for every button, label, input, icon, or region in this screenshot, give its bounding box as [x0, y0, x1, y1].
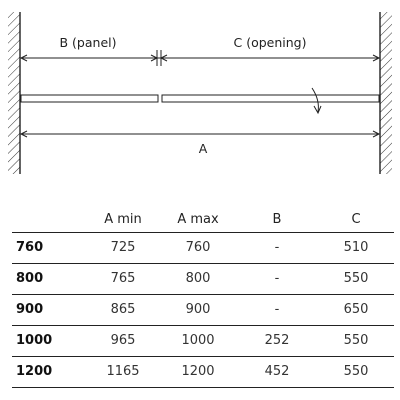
dimension-line-b-c	[21, 50, 379, 66]
header-c: C	[351, 212, 361, 227]
row-size-label: 900	[16, 302, 44, 317]
table-body	[12, 232, 394, 388]
left-wall	[8, 12, 20, 174]
label-a: A	[198, 141, 208, 156]
cell-a-max: 760	[185, 240, 211, 255]
cell-c: 650	[343, 302, 369, 317]
cell-c: 510	[343, 240, 369, 255]
label-b-panel: B (panel)	[59, 35, 117, 50]
table-row	[12, 263, 394, 294]
door-c	[162, 95, 379, 102]
cell-a-max: 900	[185, 302, 211, 317]
cell-b: -	[274, 271, 280, 286]
cell-a-max: 1000	[181, 333, 215, 348]
cell-c: 550	[343, 364, 369, 379]
cell-c: 550	[343, 333, 369, 348]
cell-b: 452	[264, 364, 290, 379]
cell-b: -	[274, 240, 280, 255]
cell-c: 550	[343, 271, 369, 286]
cell-a-min: 1165	[106, 364, 140, 379]
right-wall	[380, 12, 392, 174]
row-size-label: 760	[16, 240, 44, 255]
row-size-label: 1000	[16, 333, 53, 348]
table-header-row	[0, 206, 400, 232]
table-row	[12, 325, 394, 356]
cell-a-max: 1200	[181, 364, 215, 379]
header-a-min: A min	[104, 212, 142, 227]
dimension-line-a	[21, 131, 379, 137]
cell-b: -	[274, 302, 280, 317]
row-size-label: 1200	[16, 364, 53, 379]
panel-b	[21, 95, 158, 102]
header-b: B	[272, 212, 282, 227]
table-row	[12, 294, 394, 325]
row-size-label: 800	[16, 271, 44, 286]
table-row	[12, 356, 394, 388]
cell-a-min: 865	[110, 302, 136, 317]
door-dimension-diagram	[0, 0, 400, 190]
header-a-max: A max	[177, 212, 219, 227]
label-c-opening: C (opening)	[233, 35, 307, 50]
cell-b: 252	[264, 333, 290, 348]
cell-a-min: 765	[110, 271, 136, 286]
table-row	[12, 232, 394, 263]
cell-a-min: 965	[110, 333, 136, 348]
cell-a-max: 800	[185, 271, 211, 286]
cell-a-min: 725	[110, 240, 136, 255]
